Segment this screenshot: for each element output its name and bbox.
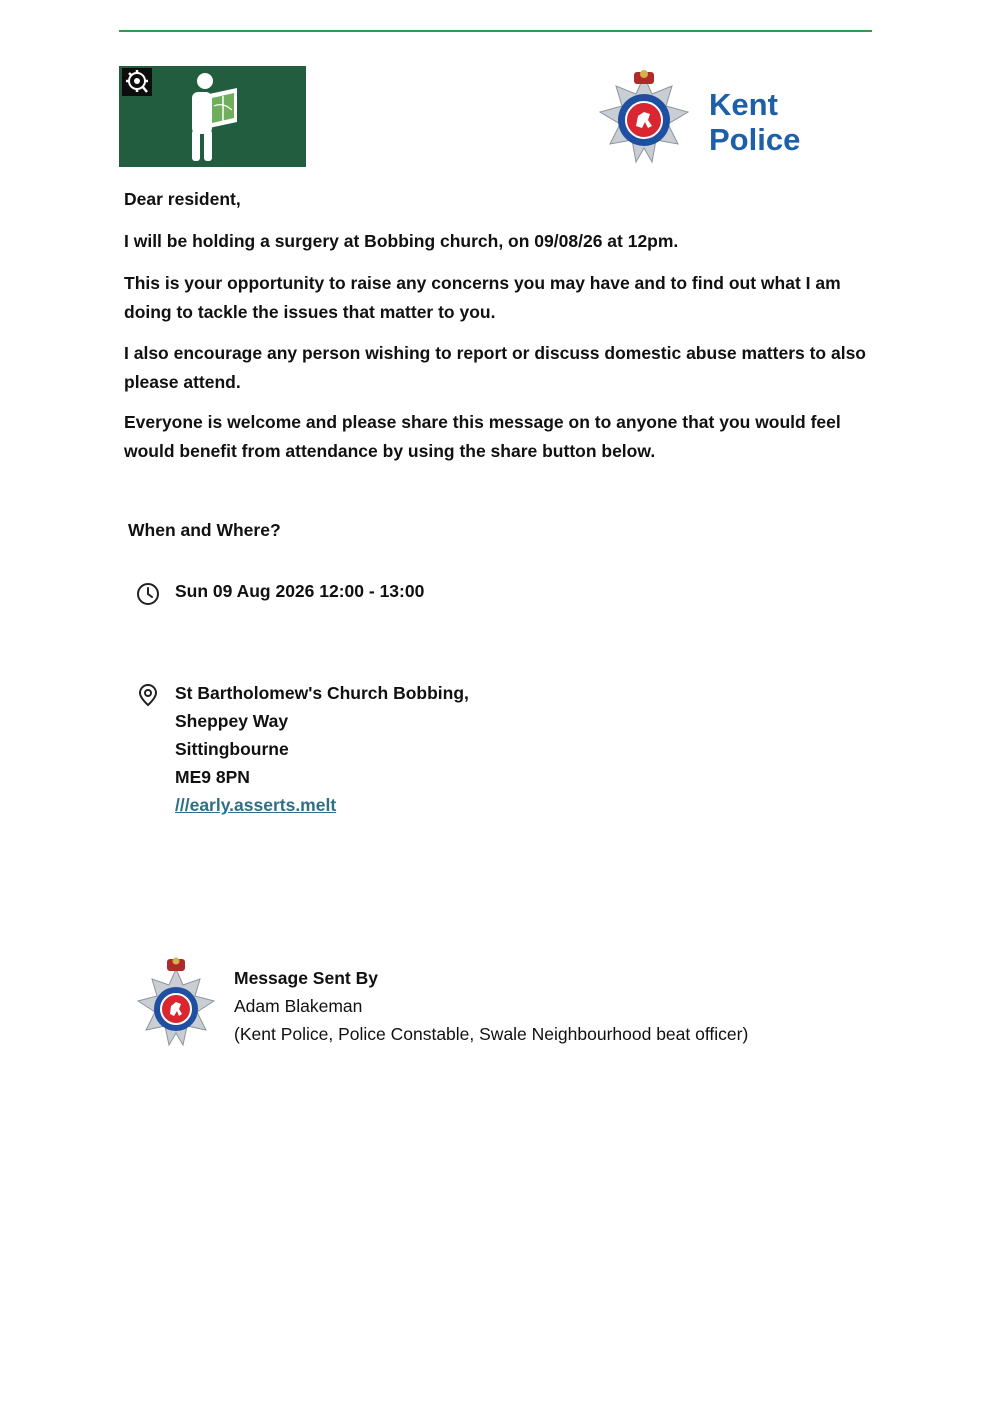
- what3words-link[interactable]: ///early.asserts.melt: [175, 795, 337, 815]
- sender-role: (Kent Police, Police Constable, Swale Neighbourhood beat officer): [234, 1024, 749, 1044]
- event-address: [175, 679, 469, 819]
- kent-police-crest-icon: [130, 957, 222, 1055]
- top-divider: [119, 30, 872, 32]
- paragraph-domestic-abuse: I also encourage any person wishing to report or discuss domestic abuse matters to also please attend.: [124, 343, 866, 392]
- event-datetime: Sun 09 Aug 2026 12:00 - 13:00: [175, 581, 425, 601]
- paragraph-welcome: Everyone is welcome and please share this message on to anyone that you would feel would benefit from attendance by using the share button below.: [124, 412, 841, 461]
- sender-name: Adam Blakeman: [234, 996, 363, 1016]
- address-line-1: St Bartholomew's Church Bobbing,: [175, 683, 469, 703]
- police-star-crest-icon: [590, 68, 698, 168]
- address-line-3: Sittingbourne: [175, 739, 289, 759]
- paragraph-opportunity: This is your opportunity to raise any concerns you may have and to find out what I am doing to tackle the issues that matter to you.: [124, 273, 841, 322]
- neighbourhood-banner: [119, 66, 306, 167]
- person-reading-map-icon: [119, 66, 306, 167]
- clock-icon: [136, 582, 160, 611]
- map-pin-icon: [138, 683, 158, 712]
- logo-text-police: Police: [709, 122, 801, 157]
- when-where-heading: When and Where?: [128, 520, 281, 540]
- sender-block: [234, 964, 748, 1048]
- address-line-2: Sheppey Way: [175, 711, 289, 731]
- address-postcode: ME9 8PN: [175, 767, 250, 787]
- paragraph-surgery: I will be holding a surgery at Bobbing church, on 09/08/26 at 12pm.: [124, 231, 679, 251]
- sender-label: Message Sent By: [234, 968, 378, 988]
- logo-text-kent: Kent: [709, 87, 778, 122]
- greeting: Dear resident,: [124, 189, 241, 209]
- kent-police-logo: [590, 68, 830, 168]
